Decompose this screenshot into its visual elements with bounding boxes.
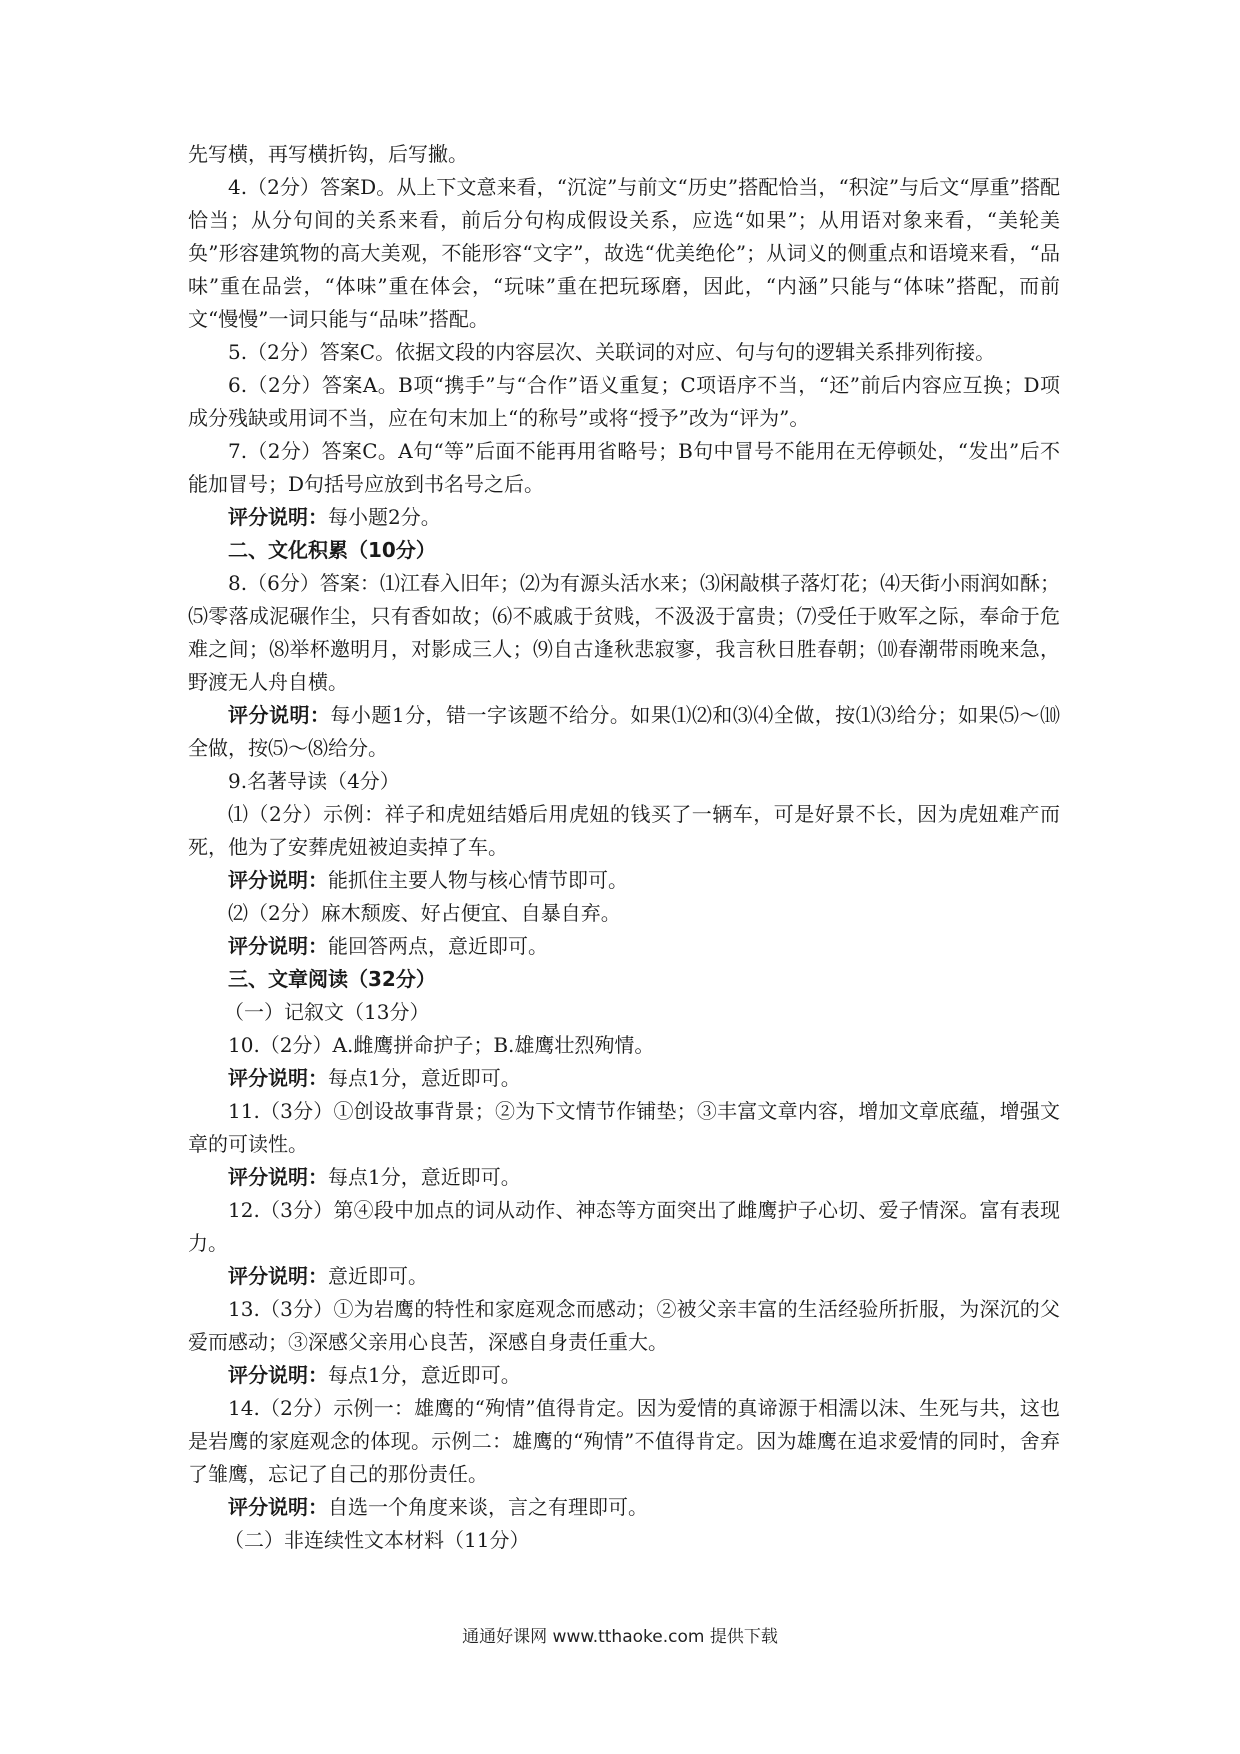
paragraph-l23: 13.（3分）①为岩鹰的特性和家庭观念而感动；②被父亲丰富的生活经验所折服，为深沉的父爱而感动；③深感父亲用心良苦，深感自身责任重大。 [188,1297,1060,1354]
paragraph-l01: 先写横，再写横折钩，后写撇。 [188,142,468,166]
paragraph-l04: 6.（2分）答案A。B项“携手”与“合作”语义重复；C项语序不当，“还”前后内容应互换；D项成分残缺或用词不当，应在句末加上“的称号”或将“授予”改为“评为”。 [188,373,1060,430]
scoring-label: 评分说明： [228,1495,328,1519]
scoring-label: 评分说明： [228,703,331,727]
paragraph-l17: 10.（2分）A.雌鹰拼命护子；B.雄鹰壮烈殉情。 [228,1033,655,1057]
scoring-label: 评分说明： [228,505,328,529]
scoring-note-l14: 评分说明：能回答两点，意近即可。 [228,934,548,958]
paragraph-l03: 5.（2分）答案C。依据文段的内容层次、关联词的对应、句与句的逻辑关系排列衔接。 [228,340,996,364]
scoring-note-l26: 评分说明：自选一个角度来谈，言之有理即可。 [228,1495,648,1519]
paragraph-l25: 14.（2分）示例一：雄鹰的“殉情”值得肯定。因为爱情的真谛源于相濡以沫、生死与共，这也是岩鹰的家庭观念的体现。示例二：雄鹰的“殉情”不值得肯定。因为雄鹰在追求爱情的同时，舍弃了雏鹰，忘记了自己的那份责任。 [188,1396,1060,1486]
scoring-note-l22: 评分说明：意近即可。 [228,1264,428,1288]
scoring-label: 评分说明： [228,868,328,892]
scoring-label: 评分说明： [228,1165,328,1189]
paragraph-l02: 4.（2分）答案D。从上下文意来看，“沉淀”与前文“历史”搭配恰当，“积淀”与后文“厚重”搭配恰当；从分句间的关系来看，前后分句构成假设关系，应选“如果”；从用语对象来看，“美轮美奂”形容建筑物的高大美观，不能形容“文字”，故选“优美绝伦”；从词义的侧重点和语境来看，“品味”重在品尝，“体味”重在体会，“玩味”重在把玩琢磨，因此，“内涵”只能与“体味”搭配，而前文“慢慢”一词只能与“品味”搭配。 [188,175,1060,331]
paragraph-l21: 12.（3分）第④段中加点的词从动作、神态等方面突出了雌鹰护子心切、爱子情深。富有表现力。 [188,1198,1060,1255]
scoring-label: 评分说明： [228,1066,328,1090]
document-body [188,138,1060,1557]
scoring-note-l09: 评分说明：每小题1分，错一字该题不给分。如果⑴⑵和⑶⑷全做，按⑴⑶给分；如果⑸～⑽全做，按⑸～⑻给分。 [188,703,1061,760]
scoring-label: 评分说明： [228,1264,328,1288]
paragraph-l13: ⑵（2分）麻木颓废、好占便宜、自暴自弃。 [228,901,621,925]
subsection-heading-narrative: （一）记叙文（13分） [224,1000,430,1024]
scoring-note-l18: 评分说明：每点1分，意近即可。 [228,1066,521,1090]
scoring-note-l06: 评分说明：每小题2分。 [228,505,441,529]
scoring-label: 评分说明： [228,934,328,958]
section-heading-reading: 三、文章阅读（32分） [228,967,436,991]
paragraph-l08: 8.（6分）答案：⑴江春入旧年；⑵为有源头活水来；⑶闲敲棋子落灯花；⑷天街小雨润如酥；⑸零落成泥碾作尘，只有香如故；⑹不戚戚于贫贱，不汲汲于富贵；⑺受任于败军之际，奉命于危难之间；⑻举杯邀明月，对影成三人；⑼自古逢秋悲寂寥，我言秋日胜春朝；⑽春潮带雨晚来急，野渡无人舟自横。 [188,571,1060,694]
paragraph-l19: 11.（3分）①创设故事背景；②为下文情节作铺垫；③丰富文章内容，增加文章底蕴，增强文章的可读性。 [188,1099,1060,1156]
paragraph-l11: ⑴（2分）示例：祥子和虎妞结婚后用虎妞的钱买了一辆车，可是好景不长，因为虎妞难产而死，他为了安葬虎妞被迫卖掉了车。 [188,802,1060,859]
paragraph-l10: 9.名著导读（4分） [228,769,400,793]
section-heading-culture: 二、文化积累（10分） [228,538,436,562]
paragraph-l05: 7.（2分）答案C。A句“等”后面不能再用省略号；B句中冒号不能用在无停顿处，“发出”后不能加冒号；D句括号应放到书名号之后。 [188,439,1060,496]
subsection-heading-nonlinear: （二）非连续性文本材料（11分） [224,1528,530,1552]
footer-text: 通通好课网 www.tthaoke.com 提供下载 [462,1627,778,1647]
page-footer [0,1622,1240,1647]
scoring-note-l12: 评分说明：能抓住主要人物与核心情节即可。 [228,868,628,892]
scoring-note-l20: 评分说明：每点1分，意近即可。 [228,1165,521,1189]
scoring-label: 评分说明： [228,1363,328,1387]
scoring-note-l24: 评分说明：每点1分，意近即可。 [228,1363,521,1387]
